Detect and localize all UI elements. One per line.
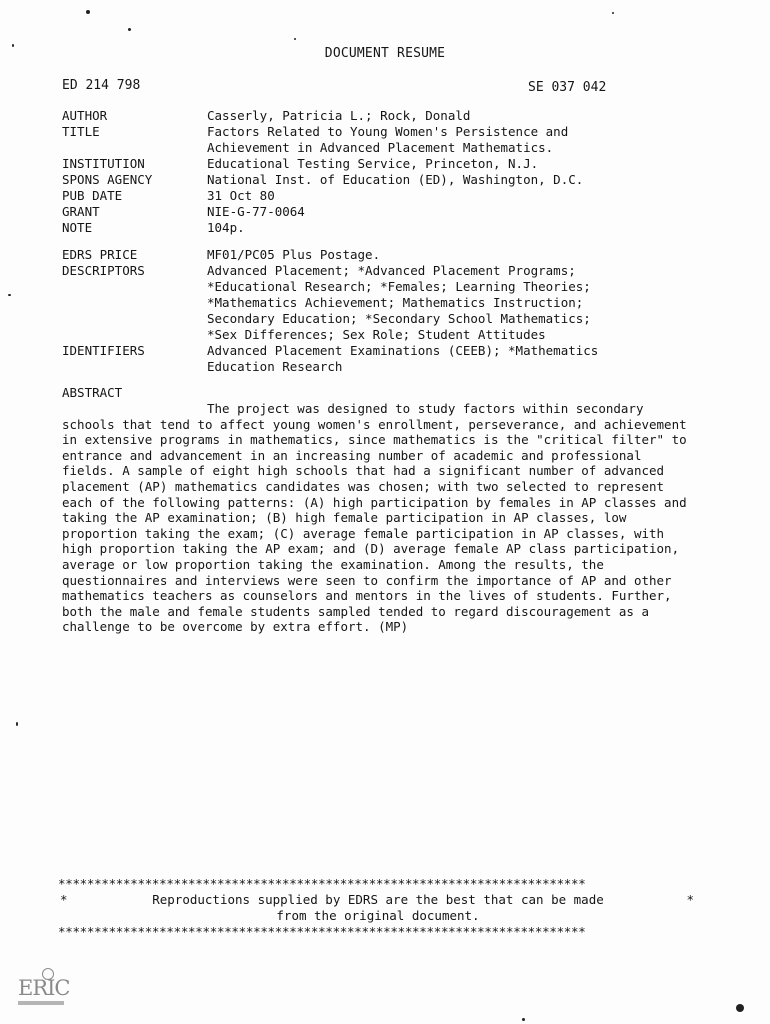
author-label: AUTHOR bbox=[62, 108, 108, 123]
scan-speck bbox=[128, 28, 131, 31]
star-border-bottom: ************************************************************************* bbox=[58, 924, 586, 939]
abstract-text: The project was designed to study factors within secondary schools that tend to affect young women's enrollment, perseverance, and achievement in extensive programs in mathematics, since mathematics is the "critical filter" to entrance and advancement in an increasing number of academic and professional fields. A sample of eight high schools that had a significant number of advanced placement (AP) mathematics candidates was chosen; with two selected to represent each of the following patterns: (A) high participation by females in AP classes and taking the AP examination; (B) high female participation in AP classes, low proportion taking the exam; (C) average female participation in AP classes, with high proportion taking the AP exam; and (D) average female AP class participation, average or low proportion taking the examination. Among the results, the questionnaires and interviews were seen to confirm the importance of AP and other mathematics teachers as counselors and mentors in the lives of students. Further, both the male and female students sampled tended to regard discouragement as a challenge to be overcome by extra effort. (MP) bbox=[62, 401, 687, 635]
descriptors-field bbox=[62, 263, 722, 343]
scan-speck bbox=[8, 294, 11, 296]
section-gap bbox=[62, 236, 722, 247]
scan-speck bbox=[522, 1018, 525, 1021]
abstract-label: ABSTRACT bbox=[62, 385, 123, 400]
star-left: * bbox=[60, 892, 68, 907]
identifiers-value: Advanced Placement Examinations (CEEB); *Mathematics Education Research bbox=[207, 343, 599, 374]
note-field bbox=[62, 220, 722, 236]
author-value: Casserly, Patricia L.; Rock, Donald bbox=[207, 108, 471, 123]
eric-logo-bar bbox=[18, 1001, 64, 1005]
note-value: 104p. bbox=[207, 220, 245, 235]
scan-speck bbox=[294, 38, 296, 40]
star-right: * bbox=[686, 892, 694, 907]
sponsor-value: National Inst. of Education (ED), Washington, D.C. bbox=[207, 172, 584, 187]
institution-value: Educational Testing Service, Princeton, N.J. bbox=[207, 156, 539, 171]
title-label: TITLE bbox=[62, 124, 100, 139]
metadata-fields bbox=[62, 108, 722, 375]
edrs-price-label: EDRS PRICE bbox=[62, 247, 138, 262]
scan-speck bbox=[86, 10, 90, 14]
pub-date-label: PUB DATE bbox=[62, 188, 123, 203]
sponsor-label: SPONS AGENCY bbox=[62, 172, 153, 187]
reproduction-notice bbox=[58, 876, 698, 940]
title-value: Factors Related to Young Women's Persistence and Achievement in Advanced Placement Mathematics. bbox=[207, 124, 569, 155]
pub-date-field bbox=[62, 188, 722, 204]
eric-logo bbox=[14, 968, 70, 1008]
scan-speck bbox=[16, 722, 18, 726]
reproduction-note: Reproductions supplied by EDRS are the best that can be made from the original document. bbox=[152, 892, 604, 923]
edrs-price-value: MF01/PC05 Plus Postage. bbox=[207, 247, 381, 262]
identifiers-label: IDENTIFIERS bbox=[62, 343, 145, 358]
identifiers-field bbox=[62, 343, 722, 375]
title-field bbox=[62, 124, 722, 156]
note-label: NOTE bbox=[62, 220, 93, 235]
descriptors-label: DESCRIPTORS bbox=[62, 263, 145, 278]
se-number: SE 037 042 bbox=[528, 80, 607, 95]
scan-speck bbox=[736, 1004, 744, 1012]
edrs-price-field bbox=[62, 247, 722, 263]
ed-number: ED 214 798 bbox=[62, 78, 141, 93]
pub-date-value: 31 Oct 80 bbox=[207, 188, 275, 203]
descriptors-value: Advanced Placement; *Advanced Placement Programs; *Educational Research; *Females; Learning Theories; *Mathematics Achievement; Mathematics Instruction; Secondary Education; *Secondary School Mathematics; *Sex Differences; Sex Role; Student Attitudes bbox=[207, 263, 591, 342]
institution-label: INSTITUTION bbox=[62, 156, 145, 171]
grant-label: GRANT bbox=[62, 204, 100, 219]
scan-speck bbox=[612, 12, 614, 14]
document-title: DOCUMENT RESUME bbox=[324, 46, 446, 61]
reproduction-notice-body bbox=[58, 892, 698, 924]
grant-value: NIE-G-77-0064 bbox=[207, 204, 305, 219]
eric-logo-text: ERIC bbox=[18, 976, 70, 1000]
institution-field bbox=[62, 156, 722, 172]
grant-field bbox=[62, 204, 722, 220]
author-field bbox=[62, 108, 722, 124]
star-border-top: ************************************************************************* bbox=[58, 876, 586, 891]
sponsor-field bbox=[62, 172, 722, 188]
